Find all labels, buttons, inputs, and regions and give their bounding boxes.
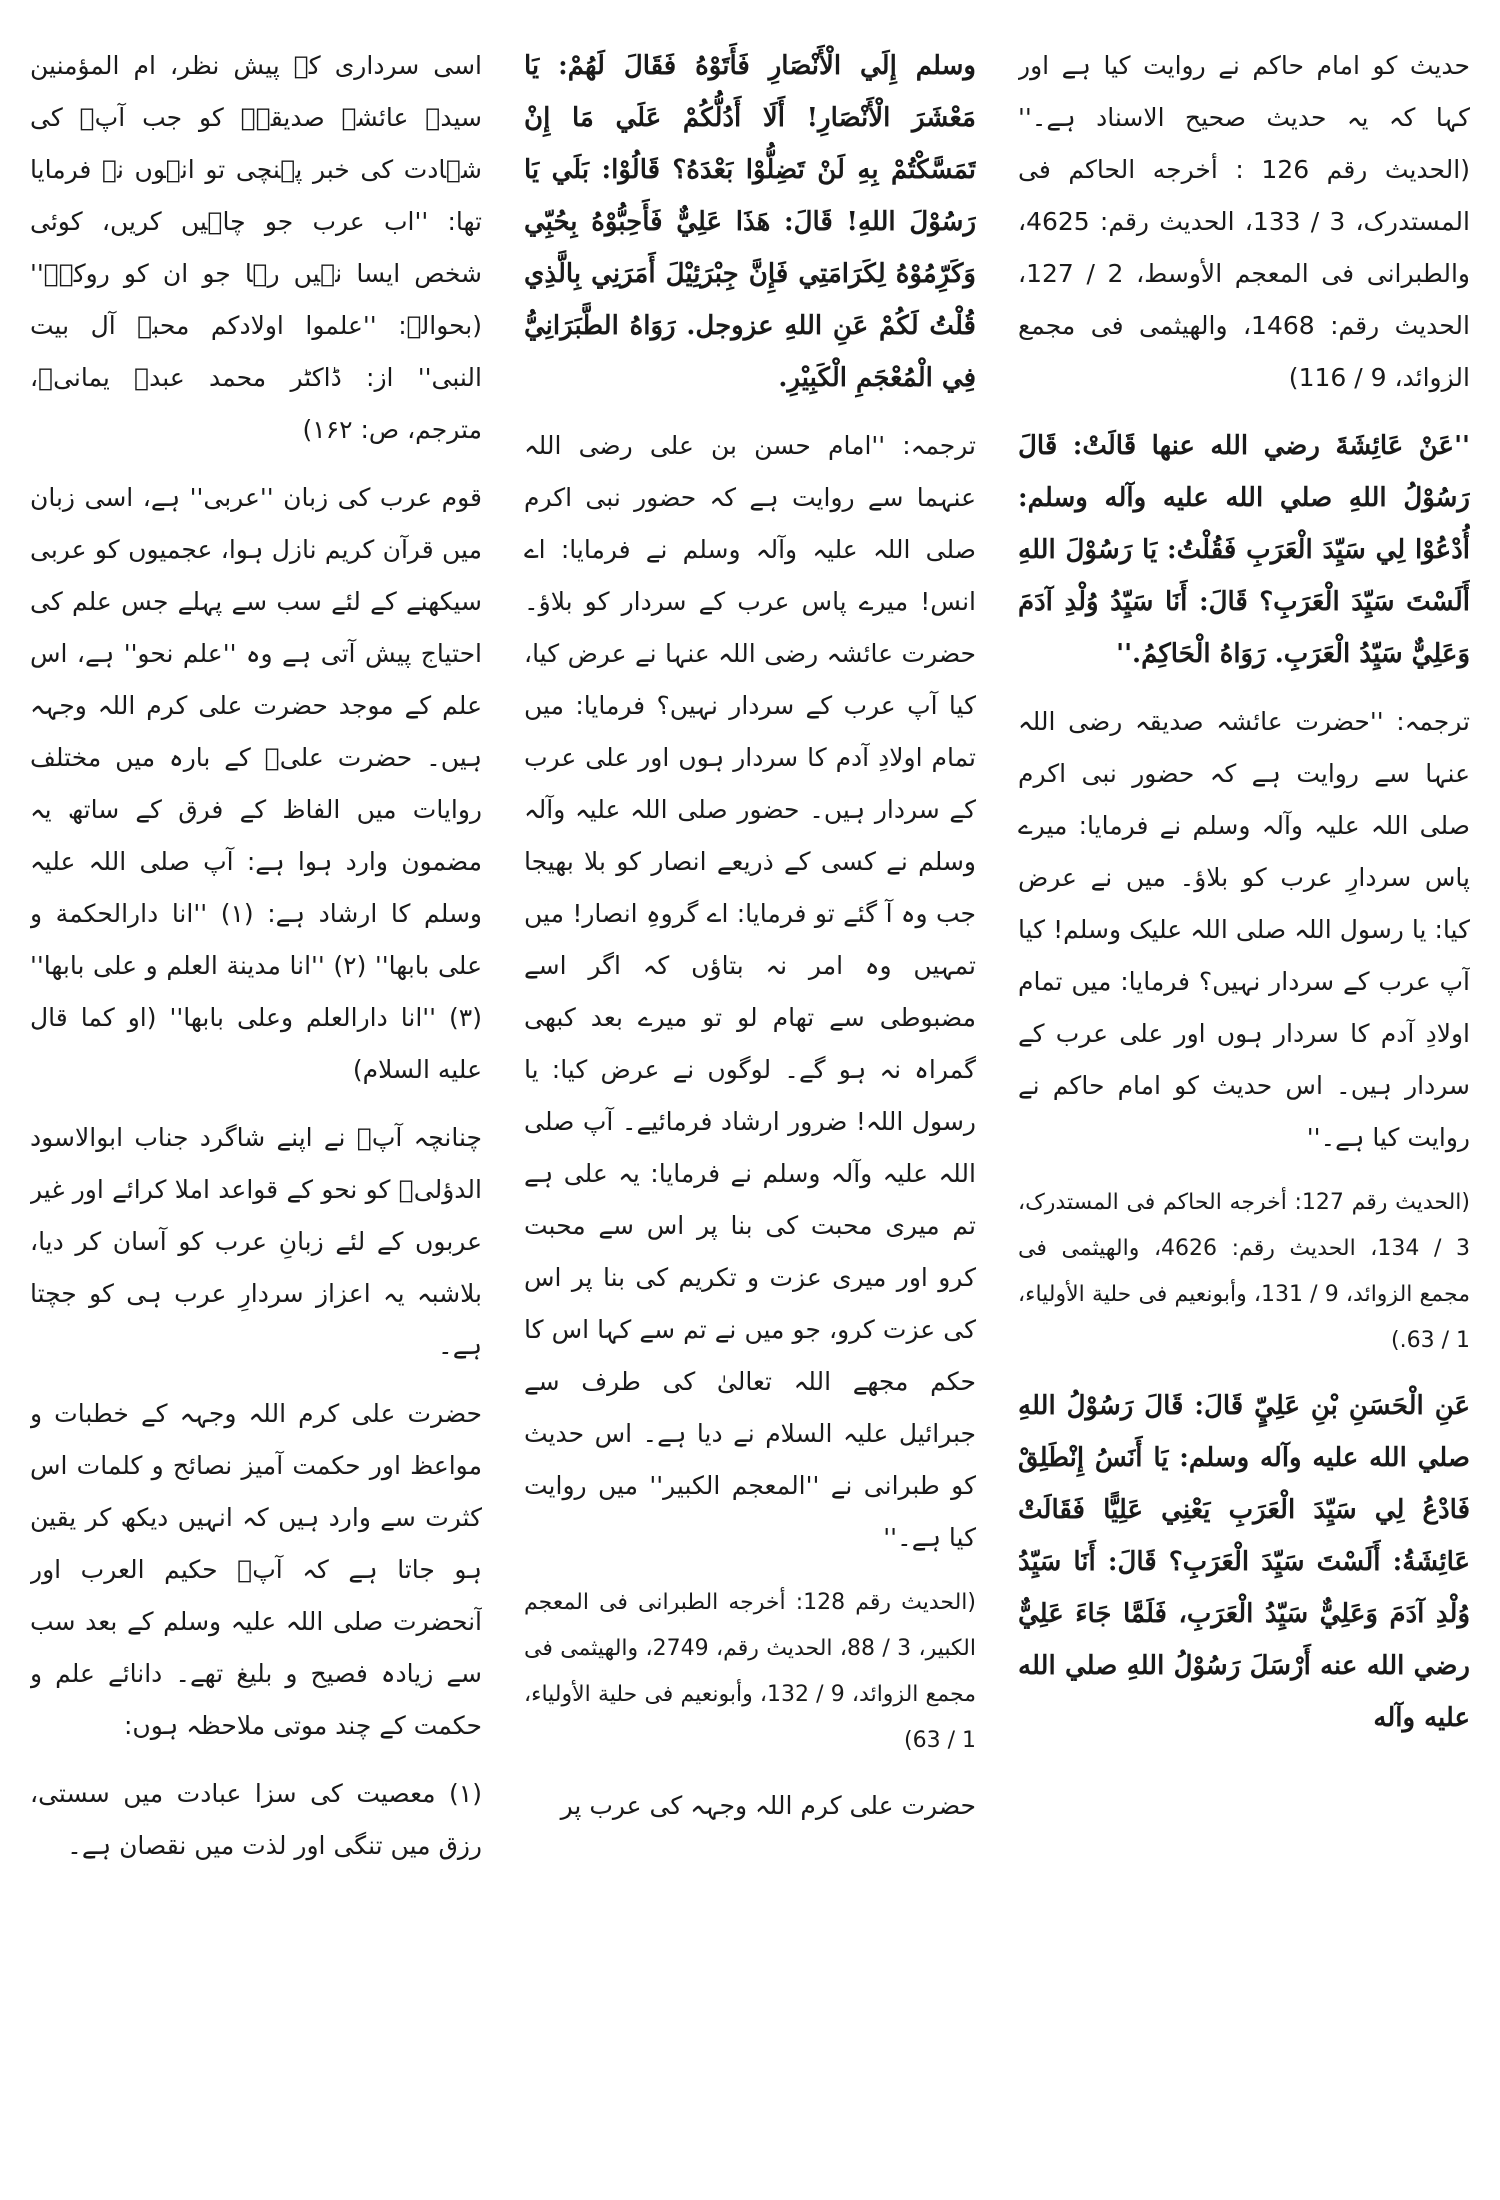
translation-paragraph: ترجمہ: ''امام حسن بن علی رضی اللہ عنہما سے روایت ہے کہ حضور نبی اکرم صلی اللہ علیہ وآلہ وسلم نے فرمایا: اے انس! میرے پاس عرب کے سردار کو بلاؤ۔ حضرت عائشہ رضی اللہ عنہا نے عرض کیا، کیا آپ عرب کے سردار نہیں؟ فرمایا: میں تمام اولادِ آدم کا سردار ہوں اور علی عرب کے سردار ہیں۔ حضور صلی اللہ علیہ وآلہ وسلم نے کسی کے ذریعے انصار کو بلا بھیجا جب وہ آ گئے تو فرمایا: اے گروہِ انصار! میں تمہیں وہ امر نہ بتاؤں کہ اگر اسے مضبوطی سے تھام لو تو میرے بعد کبھی گمراہ نہ ہو گے۔ لوگوں نے عرض کیا: یا رسول اللہ! ضرور ارشاد فرمائیے۔ آپ صلی اللہ علیہ وآلہ وسلم نے فرمایا: یہ علی ہے تم میری محبت کی بنا پر اس سے محبت کرو اور میری عزت و تکریم کی بنا پر اس کی عزت کرو، جو میں نے تم سے کہا اس کا حکم مجھے اللہ تعالیٰ کی طرف سے جبرائیل علیہ السلام نے دیا ہے۔ اس حدیث کو طبرانی نے ''المعجم الکبیر'' میں روایت کیا ہے۔'' xyxy=(524,431,976,1552)
text-paragraph: چنانچہ آپؓ نے اپنے شاگرد جناب ابوالاسود الدؤلیؒ کو نحو کے قواعد املا کرائے اور غیر عربوں کے لئے زبانِ عرب کو آسان کر دیا، بلاشبہ یہ اعزاز سردارِ عرب ہی کو جچتا ہے۔ xyxy=(30,1123,482,1360)
text-paragraph: حدیث کو امام حاکم نے روایت کیا ہے اور کہا کہ یہ حدیث صحیح الاسناد ہے۔'' (الحدیث رقم 126 : أخرجه الحاكم فی المستدرک، 3 / 133، الحدیث رقم: 4625، والطبرانی فی المعجم الأوسط، 2 / 127، الحدیث رقم: 1468، والهيثمی فی مجمع الزوائد، 9 / 116) xyxy=(1018,51,1470,392)
text-paragraph: (۱) معصیت کی سزا عبادت میں سستی، رزق میں تنگی اور لذت میں نقصان ہے۔ xyxy=(30,1779,482,1860)
text-paragraph: حضرت علی کرم اللہ وجہہ کی عرب پر xyxy=(560,1791,976,1820)
arabic-hadith: وسلم إِلَي الْأَنْصَارِ فَأَتَوْهُ فَقَالَ لَهُمْ: يَا مَعْشَرَ الْأَنْصَارِ! أَلَا أَدُلُّكُمْ عَلَي مَا إِنْ تَمَسَّكْتُمْ بِهِ لَنْ تَضِلُّوْا بَعْدَهُ؟ قَالُوْا: بَلَي يَا رَسُوْلَ اللهِ! قَالَ: هَذَا عَلِيٌّ فَأَحِبُّوْهُ بِحُبِّي وَكَرِّمُوْهُ لِكَرَامَتِي فَإِنَّ جِبْرَئِيْلَ أَمَرَنِي بِالَّذِي قُلْتُ لَكُمْ عَنِ اللهِ عزوجل. رَوَاهُ الطَّبَرَانِيُّ فِي الْمُعْجَمِ الْكَبِيْرِ. xyxy=(524,51,976,393)
text-paragraph: قوم عرب کی زبان ''عربی'' ہے، اسی زبان میں قرآن کریم نازل ہوا، عجمیوں کو عربی سیکھنے کے لئے سب سے پہلے جس علم کی احتیاج پیش آتی ہے وہ ''علم نحو'' ہے، اس علم کے موجد حضرت علی کرم اللہ وجہہ ہیں۔ حضرت علیؓ کے بارہ میں مختلف روایات میں الفاظ کے فرق کے ساتھ یہ مضمون وارد ہوا ہے: آپ صلی اللہ علیہ وسلم کا ارشاد ہے: (۱) ''انا دارالحکمة و علی بابھا'' (۲) ''انا مدینة العلم و علی بابھا'' (۳) ''انا دارالعلم وعلی بابھا'' (او کما قال علیه السلام) xyxy=(30,483,482,1084)
column-right xyxy=(1018,40,1470,2170)
arabic-hadith: عَنِ الْحَسَنِ بْنِ عَلِيٍّ قَالَ: قَالَ رَسُوْلُ اللهِ صلي الله عليه وآله وسلم: يَا أَنَسُ إِنْطَلِقْ فَادْعُ لِي سَيِّدَ الْعَرَبِ يَعْنِي عَلِيًّا فَقَالَتْ عَائِشَةُ: أَلَسْتَ سَيِّدَ الْعَرَبِ؟ قَالَ: أَنَا سَيِّدُ وُلْدِ آدَمَ وَعَلِيٌّ سَيِّدُ الْعَرَبِ، فَلَمَّا جَاءَ عَلِيٌّ رضي الله عنه أَرْسَلَ رَسُوْلُ اللهِ صلي الله عليه وآله xyxy=(1018,1391,1470,1733)
reference-citation: (الحدیث رقم 127: أخرجه الحاكم فی المستدرک، 3 / 134، الحدیث رقم: 4626، والهيثمی فی مجمع الزوائد، 9 / 131، وأبونعيم فی حلية الأولياء، 1 / 63.) xyxy=(1018,1190,1470,1353)
arabic-hadith: ''عَنْ عَائِشَةَ رضي الله عنها قَالَتْ: قَالَ رَسُوْلُ اللهِ صلي الله عليه وآله وسلم: أُدْعُوْا لِي سَيِّدَ الْعَرَبِ فَقُلْتُ: يَا رَسُوْلَ اللهِ أَلَسْتَ سَيِّدَ الْعَرَبِ؟ قَالَ: أَنَا سَيِّدُ وُلْدِ آدَمَ وَعَلِيٌّ سَيِّدُ الْعَرَبِ. رَوَاهُ الْحَاكِمُ.'' xyxy=(1018,431,1470,669)
translation-paragraph: ترجمہ: ''حضرت عائشہ صدیقہ رضی اللہ عنہا سے روایت ہے کہ حضور نبی اکرم صلی اللہ علیہ وآلہ وسلم نے فرمایا: میرے پاس سردارِ عرب کو بلاؤ۔ میں نے عرض کیا: یا رسول اللہ صلی اللہ علیک وسلم! کیا آپ عرب کے سردار نہیں؟ فرمایا: میں تمام اولادِ آدم کا سردار ہوں اور علی عرب کے سردار ہیں۔ اس حدیث کو امام حاکم نے روایت کیا ہے۔'' xyxy=(1018,707,1470,1152)
column-left xyxy=(30,40,482,2170)
columns-container xyxy=(30,40,1470,2170)
column-middle xyxy=(524,40,976,2170)
text-paragraph: اسی سرداری کے پیش نظر، ام المؤمنین سیدہ عائشہ صدیقہؓ کو جب آپؓ کی شہادت کی خبر پہنچی تو انہوں نے فرمایا تھا: ''اب عرب جو چاہیں کریں، کوئی شخص ایسا نہیں رہا جو ان کو روکے۔'' (بحوالہ: ''علموا اولادکم محبۃ آل بیت النبی'' از: ڈاکٹر محمد عبدہ یمانیؒ، مترجم، ص: ۱۶۲) xyxy=(30,51,482,444)
reference-citation: (الحدیث رقم 128: أخرجه الطبرانی فی المعجم الكبير، 3 / 88، الحدیث رقم، 2749، والهيثمی فی مجمع الزوائد، 9 / 132، وأبونعيم فی حلية الأولياء، 1 / 63) xyxy=(524,1590,976,1753)
text-paragraph: حضرت علی کرم اللہ وجہہ کے خطبات و مواعظ اور حکمت آمیز نصائح و کلمات اس کثرت سے وارد ہیں کہ انہیں دیکھ کر یقین ہو جاتا ہے کہ آپؓ حکیم العرب اور آنحضرت صلی اللہ علیہ وسلم کے بعد سب سے زیادہ فصیح و بلیغ تھے۔ دانائے علم و حکمت کے چند موتی ملاحظہ ہوں: xyxy=(30,1399,482,1740)
